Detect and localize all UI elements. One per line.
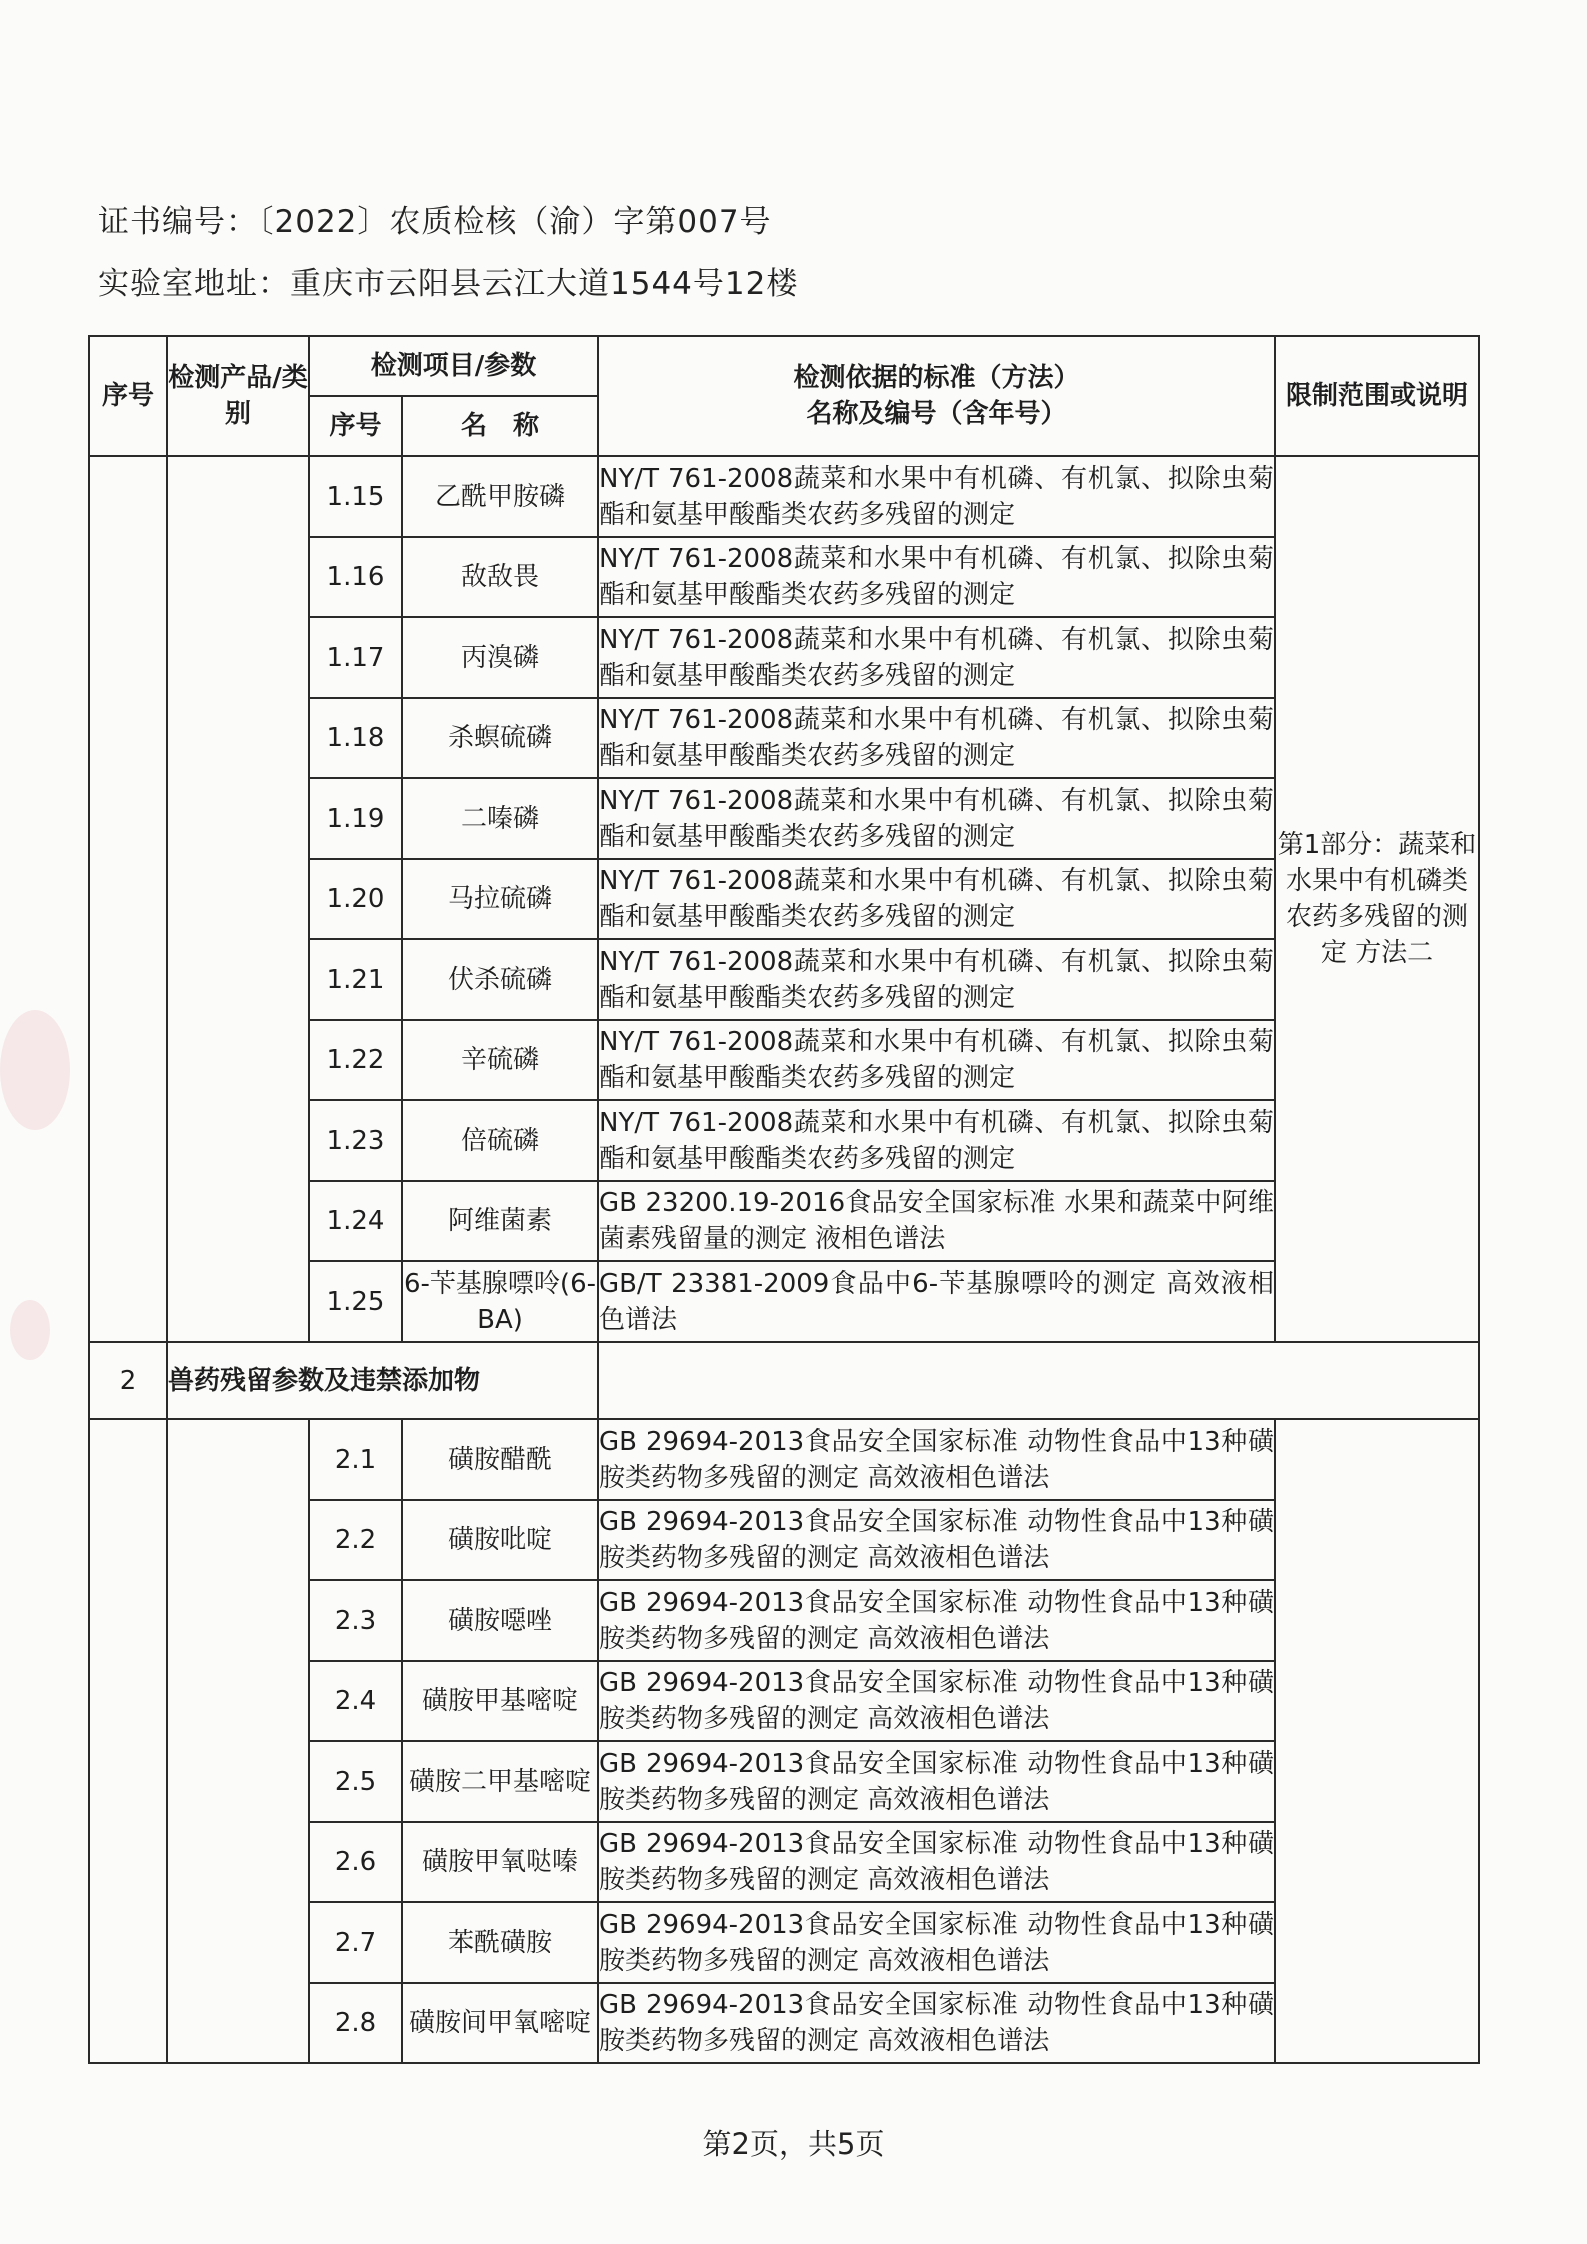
- item-number: 2.5: [309, 1741, 402, 1822]
- item-name: 磺胺甲基嘧啶: [402, 1661, 598, 1741]
- item-number: 1.20: [309, 859, 402, 939]
- address-value: 重庆市云阳县云江大道1544号12楼: [290, 266, 799, 302]
- item-number: 1.15: [309, 456, 402, 537]
- item-name: 6-苄基腺嘌呤(6-BA): [402, 1261, 598, 1342]
- item-number: 1.25: [309, 1261, 402, 1342]
- certificate-label: 证书编号：: [98, 204, 258, 240]
- item-number: 1.18: [309, 698, 402, 778]
- method-standard: NY/T 761-2008蔬菜和水果中有机磷、有机氯、拟除虫菊酯和氨基甲酸酯类农药多残留的测定: [598, 698, 1275, 778]
- item-name: 辛硫磷: [402, 1020, 598, 1100]
- item-number: 1.16: [309, 537, 402, 617]
- method-standard: GB 29694-2013食品安全国家标准 动物性食品中13种磺胺类药物多残留的测定 高效液相色谱法: [598, 1661, 1275, 1741]
- header-limit: 限制范围或说明: [1275, 336, 1479, 456]
- item-number: 2.4: [309, 1661, 402, 1741]
- header-item-name: 名 称: [402, 396, 598, 456]
- item-number: 1.19: [309, 778, 402, 859]
- item-number: 1.21: [309, 939, 402, 1020]
- table-row: [89, 1419, 1479, 1500]
- method-standard: NY/T 761-2008蔬菜和水果中有机磷、有机氯、拟除虫菊酯和氨基甲酸酯类农药多残留的测定: [598, 1100, 1275, 1181]
- header-standard-line2: 名称及编号（含年号）: [806, 399, 1067, 429]
- stamp-residue: [0, 1010, 70, 1130]
- item-number: 2.2: [309, 1500, 402, 1580]
- item-number: 2.7: [309, 1902, 402, 1983]
- row-product-cell: [167, 456, 309, 1342]
- item-name: 磺胺噁唑: [402, 1580, 598, 1661]
- lab-address: [98, 258, 798, 303]
- method-standard: NY/T 761-2008蔬菜和水果中有机磷、有机氯、拟除虫菊酯和氨基甲酸酯类农药多残留的测定: [598, 859, 1275, 939]
- method-standard: GB 23200.19-2016食品安全国家标准 水果和蔬菜中阿维菌素残留量的测定 液相色谱法: [598, 1181, 1275, 1261]
- method-standard: NY/T 761-2008蔬菜和水果中有机磷、有机氯、拟除虫菊酯和氨基甲酸酯类农药多残留的测定: [598, 939, 1275, 1020]
- method-standard: NY/T 761-2008蔬菜和水果中有机磷、有机氯、拟除虫菊酯和氨基甲酸酯类农药多残留的测定: [598, 456, 1275, 537]
- method-standard: NY/T 761-2008蔬菜和水果中有机磷、有机氯、拟除虫菊酯和氨基甲酸酯类农药多残留的测定: [598, 778, 1275, 859]
- stamp-residue: [10, 1300, 50, 1360]
- header-seq: 序号: [89, 336, 167, 456]
- item-number: 1.24: [309, 1181, 402, 1261]
- limit-note: 第1部分：蔬菜和水果中有机磷类农药多残留的测定 方法二: [1275, 456, 1479, 1342]
- item-name: 二嗪磷: [402, 778, 598, 859]
- item-number: 1.17: [309, 617, 402, 698]
- section-number: 2: [89, 1342, 167, 1419]
- method-standard: NY/T 761-2008蔬菜和水果中有机磷、有机氯、拟除虫菊酯和氨基甲酸酯类农药多残留的测定: [598, 617, 1275, 698]
- item-number: 2.1: [309, 1419, 402, 1500]
- header-standard-line1: 检测依据的标准（方法）: [793, 363, 1080, 393]
- address-label: 实验室地址：: [98, 266, 290, 302]
- item-name: 磺胺吡啶: [402, 1500, 598, 1580]
- method-standard: GB 29694-2013食品安全国家标准 动物性食品中13种磺胺类药物多残留的测定 高效液相色谱法: [598, 1902, 1275, 1983]
- method-standard: GB 29694-2013食品安全国家标准 动物性食品中13种磺胺类药物多残留的测定 高效液相色谱法: [598, 1500, 1275, 1580]
- section-title: 兽药残留参数及违禁添加物: [167, 1342, 598, 1419]
- row-product-cell: [167, 1419, 309, 2063]
- item-name: 苯酰磺胺: [402, 1902, 598, 1983]
- header-product: 检测产品/类别: [167, 336, 309, 456]
- table-body: [89, 456, 1479, 2063]
- certificate-value: 〔2022〕农质检核（渝）字第007号: [258, 204, 772, 240]
- item-number: 1.23: [309, 1100, 402, 1181]
- certificate-number: [98, 196, 772, 241]
- method-standard: GB 29694-2013食品安全国家标准 动物性食品中13种磺胺类药物多残留的测定 高效液相色谱法: [598, 1822, 1275, 1902]
- row-seq-cell: [89, 456, 167, 1342]
- method-standard: NY/T 761-2008蔬菜和水果中有机磷、有机氯、拟除虫菊酯和氨基甲酸酯类农药多残留的测定: [598, 537, 1275, 617]
- item-name: 磺胺醋酰: [402, 1419, 598, 1500]
- item-name: 马拉硫磷: [402, 859, 598, 939]
- section-blank: [598, 1342, 1479, 1419]
- item-name: 磺胺甲氧哒嗪: [402, 1822, 598, 1902]
- method-standard: GB 29694-2013食品安全国家标准 动物性食品中13种磺胺类药物多残留的测定 高效液相色谱法: [598, 1419, 1275, 1500]
- item-name: 倍硫磷: [402, 1100, 598, 1181]
- item-number: 2.3: [309, 1580, 402, 1661]
- method-standard: NY/T 761-2008蔬菜和水果中有机磷、有机氯、拟除虫菊酯和氨基甲酸酯类农药多残留的测定: [598, 1020, 1275, 1100]
- header-item-group: 检测项目/参数: [309, 336, 598, 396]
- table-row: [89, 456, 1479, 537]
- item-name: 杀螟硫磷: [402, 698, 598, 778]
- method-standard: GB 29694-2013食品安全国家标准 动物性食品中13种磺胺类药物多残留的测定 高效液相色谱法: [598, 1983, 1275, 2063]
- item-name: 磺胺二甲基嘧啶: [402, 1741, 598, 1822]
- method-standard: GB/T 23381-2009食品中6-苄基腺嘌呤的测定 高效液相色谱法: [598, 1261, 1275, 1342]
- header-standard: [598, 336, 1275, 456]
- item-name: 伏杀硫磷: [402, 939, 598, 1020]
- page-footer: 第2页，共5页: [702, 2127, 885, 2161]
- item-number: 2.6: [309, 1822, 402, 1902]
- item-name: 丙溴磷: [402, 617, 598, 698]
- item-name: 阿维菌素: [402, 1181, 598, 1261]
- method-standard: GB 29694-2013食品安全国家标准 动物性食品中13种磺胺类药物多残留的测定 高效液相色谱法: [598, 1741, 1275, 1822]
- method-standard: GB 29694-2013食品安全国家标准 动物性食品中13种磺胺类药物多残留的测定 高效液相色谱法: [598, 1580, 1275, 1661]
- item-name: 乙酰甲胺磷: [402, 456, 598, 537]
- header-item-seq: 序号: [309, 396, 402, 456]
- item-number: 2.8: [309, 1983, 402, 2063]
- item-name: 敌敌畏: [402, 537, 598, 617]
- item-number: 1.22: [309, 1020, 402, 1100]
- limit-empty-cell: [1275, 1419, 1479, 2063]
- section-row: [89, 1342, 1479, 1419]
- item-name: 磺胺间甲氧嘧啶: [402, 1983, 598, 2063]
- row-seq-cell: [89, 1419, 167, 2063]
- capability-table: [88, 335, 1480, 2064]
